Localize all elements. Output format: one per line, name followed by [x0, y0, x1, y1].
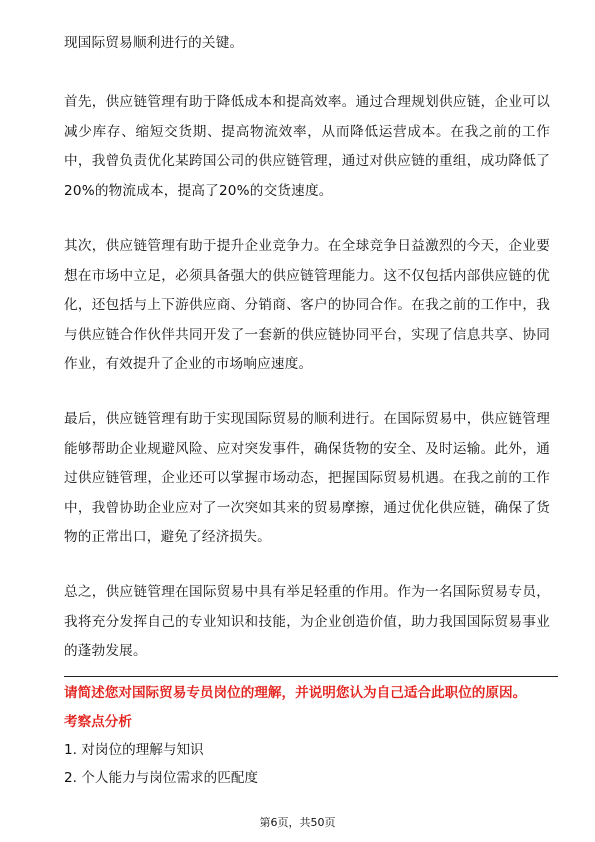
interview-question: 请简述您对国际贸易专员岗位的理解，并说明您认为自己适合此职位的原因。: [64, 685, 527, 701]
page-number: 第6页，共50页: [259, 816, 336, 829]
section-title: 考察点分析: [64, 714, 132, 730]
list-item: 2. 个人能力与岗位需求的匹配度: [64, 770, 259, 786]
answer-paragraph-continuation: 现国际贸易顺利进行的关键。: [64, 35, 244, 51]
list-item: 1. 对岗位的理解与知识: [64, 742, 204, 758]
answer-paragraph-second: 其次，供应链管理有助于提升企业竞争力。在全球竞争日益激烈的今天，企业要想在市场中立足，必须具备强大的供应链管理能力。这不仅包括内部供应链的优化，还包括与上下游供应商、分销商、客户的协同合作。在我之前的工作中，我与供应链合作伙伴共同开发了一套新的供应链协同平台，实现了信息共享、协同作业，有效提升了企业的市场响应速度。: [64, 238, 550, 372]
answer-paragraph-summary: 总之，供应链管理在国际贸易中具有举足轻重的作用。作为一名国际贸易专员，我将充分发挥自己的专业知识和技能，为企业创造价值，助力我国国际贸易事业的蓬勃发展。: [64, 584, 550, 659]
section-divider: [64, 676, 558, 677]
answer-paragraph-last: 最后，供应链管理有助于实现国际贸易的顺利进行。在国际贸易中，供应链管理能够帮助企业规避风险、应对突发事件，确保货物的安全、及时运输。此外，通过供应链管理，企业还可以掌握市场动态，把握国际贸易机遇。在我之前的工作中，我曾协助企业应对了一次突如其来的贸易摩擦，通过优化供应链，确保了货物的正常出口，避免了经济损失。: [64, 411, 550, 545]
answer-paragraph-first: 首先，供应链管理有助于降低成本和提高效率。通过合理规划供应链，企业可以减少库存、缩短交货期、提高物流效率，从而降低运营成本。在我之前的工作中，我曾负责优化某跨国公司的供应链管理，通过对供应链的重组，成功降低了20%的物流成本，提高了20%的交货速度。: [64, 94, 550, 199]
